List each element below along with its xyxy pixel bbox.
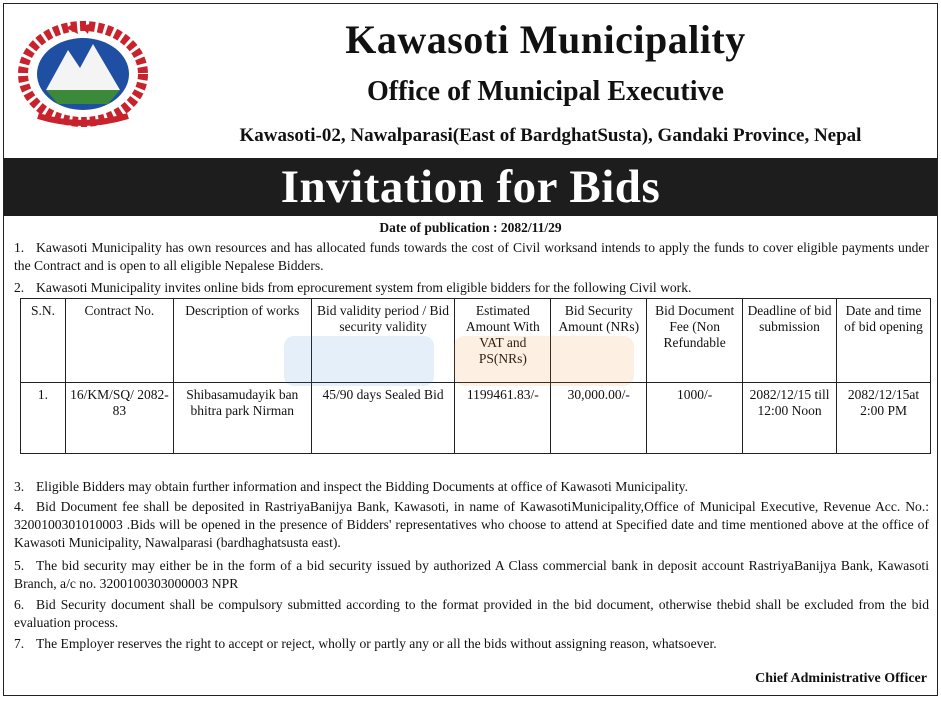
col-header-contract-no: Contract No. [65,299,173,383]
point-3 [14,478,929,496]
point-number: 4. [14,499,25,514]
point-2 [14,279,929,297]
col-header-bid-security: Bid Security Amount (NRs) [551,299,647,383]
header [4,4,937,157]
point-text: Kawasoti Municipality has own resources and has allocated funds towards the cost of Civil worksand intends to apply the funds to cover eligible payments under the Contract and is open to all eligible Nepalese Bidders. [14,240,929,273]
cell-deadline: 2082/12/15 till 12:00 Noon [743,383,837,454]
signature: Chief Administrative Officer [755,671,927,686]
col-header-opening: Date and time of bid opening [837,299,931,383]
point-text: The Employer reserves the right to accept or reject, wholly or partly any or all the bids without assigning reason, whatsoever. [36,636,717,651]
point-number: 2. [14,280,25,295]
point-number: 6. [14,597,25,612]
cell-opening: 2082/12/15at 2:00 PM [837,383,931,454]
table-header-row [21,299,931,383]
col-header-estimated-amount: Estimated Amount With VAT and PS(NRs) [455,299,551,383]
cell-contract-no: 16/KM/SQ/ 2082-83 [65,383,173,454]
point-number: 7. [14,636,25,651]
point-7 [14,635,929,653]
cell-bid-validity: 45/90 days Sealed Bid [311,383,455,454]
invitation-banner: Invitation for Bids [4,158,937,216]
table-row [21,383,931,454]
address: Kawasoti-02, Nawalparasi(East of BardghatSusta), Gandaki Province, Nepal [239,125,862,146]
point-6 [14,596,929,632]
point-text: Kawasoti Municipality invites online bids from eprocurement system from eligible bidders for the following Civil work. [36,280,692,295]
col-header-deadline: Deadline of bid submission [743,299,837,383]
point-text: Eligible Bidders may obtain further information and inspect the Bidding Documents at office of Kawasoti Municipality. [36,479,688,494]
point-number: 3. [14,479,25,494]
col-header-document-fee: Bid Document Fee (Non Refundable [647,299,743,383]
point-text: Bid Document fee shall be deposited in RastriyaBanijya Bank, Kawasoti, in name of KawasotiMunicipality,Office of Municipal Executive, Revenue Acc. No.: 3200100301010003 .Bids will be opened in the presence of Bidders' representatives who choose to attend at Specified date and time mentioned above at the office of Kawasoti Municipality, Nawalparasi (bardhaghatsusta east). [14,499,929,550]
office-name: Office of Municipal Executive [367,76,724,107]
nepal-emblem-icon [18,20,148,128]
cell-bid-security: 30,000.00/- [551,383,647,454]
page-title: Kawasoti Municipality [345,17,746,62]
cell-description: Shibasamudayik ban bhitra park Nirman [173,383,311,454]
point-text: Bid Security document shall be compulsory submitted according to the format provided in the bid document, otherwise thebid shall be excluded from the bid evaluation process. [14,597,929,630]
point-4 [14,498,929,552]
point-1 [14,239,929,275]
cell-sn: 1. [21,383,66,454]
point-number: 1. [14,240,25,255]
col-header-description: Description of works [173,299,311,383]
col-header-sn: S.N. [21,299,66,383]
cell-document-fee: 1000/- [647,383,743,454]
point-text: The bid security may either be in the form of a bid security issued by authorized A Class commercial bank in deposit account RastriyaBanijya Bank, Kawasoti Branch, a/c no. 3200100303000003 NPR [14,558,929,591]
point-5 [14,557,929,593]
bids-table [20,298,931,454]
notice-page [3,3,938,696]
publication-date: Date of publication : 2082/11/29 [379,220,562,235]
point-number: 5. [14,558,25,573]
cell-estimated-amount: 1199461.83/- [455,383,551,454]
col-header-bid-validity: Bid validity period / Bid security validity [311,299,455,383]
